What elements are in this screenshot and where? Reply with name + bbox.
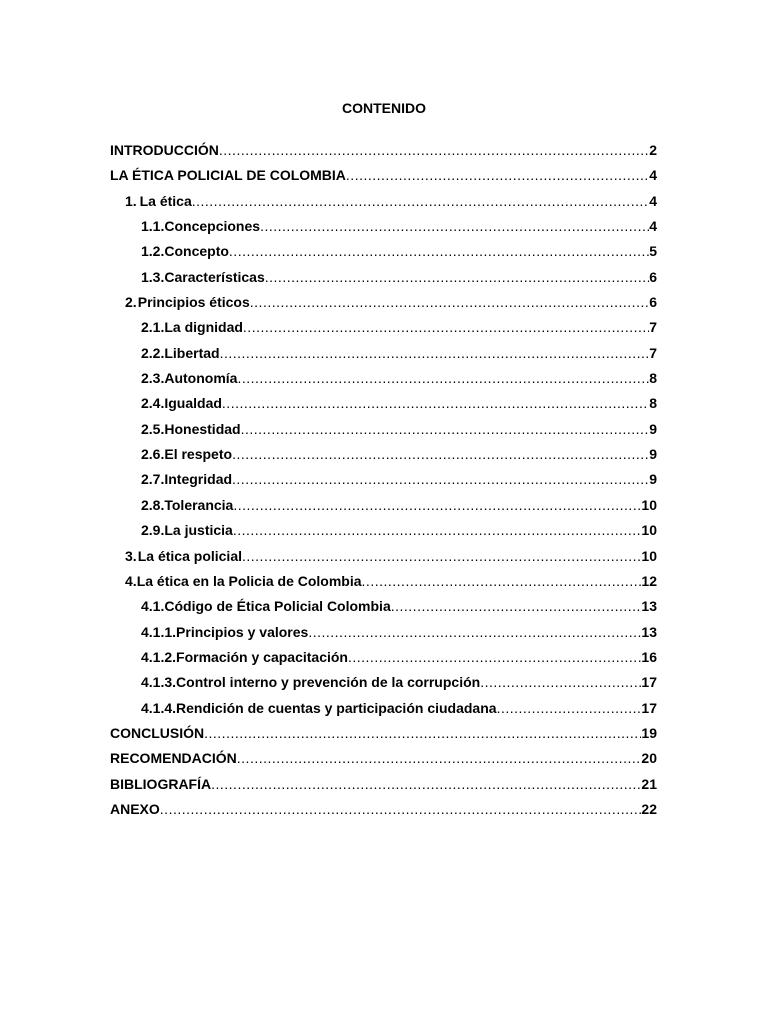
toc-entry-label: RECOMENDACIÓN bbox=[110, 750, 237, 767]
toc-entry[interactable] bbox=[110, 218, 657, 243]
dot-leader bbox=[250, 294, 649, 310]
toc-entry[interactable] bbox=[110, 497, 657, 522]
toc-entry-page: 4 bbox=[649, 192, 657, 209]
toc-entry-number: 2.4. bbox=[141, 395, 165, 412]
dot-leader bbox=[237, 370, 649, 386]
toc-entry[interactable] bbox=[110, 294, 657, 319]
toc-entry-page: 6 bbox=[649, 268, 657, 285]
dot-leader bbox=[362, 573, 642, 589]
toc-entry-label: Igualdad bbox=[164, 395, 222, 412]
toc-entry[interactable] bbox=[110, 471, 657, 496]
toc-entry-label: Concepto bbox=[164, 243, 229, 260]
toc-entry-label: Autonomía bbox=[164, 370, 238, 387]
toc-entry-number: 4. bbox=[125, 572, 137, 589]
toc-entry-label: LA ÉTICA POLICIAL DE COLOMBIA bbox=[110, 167, 346, 184]
toc-entry-label: Rendición de cuentas y participación ciudadana bbox=[176, 699, 497, 716]
toc-entry-label: Principios y valores bbox=[176, 623, 309, 640]
dot-leader bbox=[348, 649, 641, 665]
toc-entry[interactable] bbox=[110, 269, 657, 294]
toc-entry-label: Libertad bbox=[164, 344, 220, 361]
dot-leader bbox=[346, 167, 649, 183]
dot-leader bbox=[480, 674, 641, 690]
toc-entry-label: Características bbox=[164, 268, 265, 285]
dot-leader bbox=[242, 548, 641, 564]
toc-entry-page: 19 bbox=[641, 724, 657, 741]
toc-entry-page: 8 bbox=[649, 395, 657, 412]
toc-entry-number: 4.1.3. bbox=[141, 674, 177, 691]
dot-leader bbox=[233, 522, 642, 538]
toc-entry-number: 2.7. bbox=[141, 471, 165, 488]
toc-entry-label: La ética bbox=[139, 192, 192, 209]
toc-entry-page: 2 bbox=[649, 142, 657, 158]
toc-entry-number: 3. bbox=[125, 547, 137, 564]
toc-entry-number: 4.1. bbox=[141, 598, 165, 615]
toc-entry[interactable] bbox=[110, 750, 657, 775]
dot-leader bbox=[192, 193, 649, 209]
toc-entry-page: 13 bbox=[641, 623, 657, 640]
toc-entry[interactable] bbox=[110, 370, 657, 395]
toc-entry-page: 10 bbox=[641, 522, 657, 539]
toc-entry-label: La justicia bbox=[164, 522, 233, 539]
toc-entry-label: Concepciones bbox=[164, 218, 261, 235]
toc-entry-label: La ética en la Policia de Colombia bbox=[136, 572, 362, 589]
toc-entry-number: 2.3. bbox=[141, 370, 165, 387]
dot-leader bbox=[237, 750, 642, 766]
toc-entry-number: 1.2. bbox=[141, 243, 165, 260]
toc-entry-number: 4.1.4. bbox=[141, 699, 177, 716]
toc-entry-label: Código de Ética Policial Colombia bbox=[164, 598, 391, 615]
toc-entry[interactable] bbox=[110, 395, 657, 420]
toc-entry[interactable] bbox=[110, 421, 657, 446]
dot-leader bbox=[241, 421, 650, 437]
toc-entry-page: 17 bbox=[641, 699, 657, 716]
toc-entry-number: 2.8. bbox=[141, 496, 165, 513]
toc-entry-page: 7 bbox=[649, 319, 657, 336]
toc-entry-label: INTRODUCCIÓN bbox=[110, 142, 219, 158]
toc-entry[interactable] bbox=[110, 649, 657, 674]
dot-leader bbox=[260, 218, 649, 234]
toc-entry-page: 7 bbox=[649, 344, 657, 361]
toc-entry-number: 2.5. bbox=[141, 420, 165, 437]
toc-entry-page: 16 bbox=[641, 648, 657, 665]
dot-leader bbox=[233, 497, 641, 513]
dot-leader bbox=[219, 142, 649, 158]
page-title: CONTENIDO bbox=[342, 100, 426, 116]
toc-entry-number: 2.9. bbox=[141, 522, 165, 539]
toc-entry-page: 10 bbox=[641, 496, 657, 513]
toc-entry-number: 2.2. bbox=[141, 344, 165, 361]
toc-entry-page: 4 bbox=[649, 167, 657, 184]
dot-leader bbox=[204, 725, 641, 741]
toc-entry-page: 12 bbox=[641, 572, 657, 589]
toc-entry[interactable] bbox=[110, 167, 657, 192]
dot-leader bbox=[229, 243, 649, 259]
toc-entry-page: 4 bbox=[649, 218, 657, 235]
toc-entry-number: 4.1.2. bbox=[141, 648, 177, 665]
toc-entry-page: 6 bbox=[649, 294, 657, 311]
toc-entry-label: Principios éticos bbox=[137, 294, 250, 311]
dot-leader bbox=[243, 319, 649, 335]
toc-entry-page: 9 bbox=[649, 471, 657, 488]
toc-entry-label: ANEXO bbox=[110, 800, 160, 817]
toc-entry-page: 20 bbox=[641, 750, 657, 767]
toc-entry-label: Formación y capacitación bbox=[176, 648, 348, 665]
toc-entry[interactable] bbox=[110, 776, 657, 801]
toc-entry-label: El respeto bbox=[164, 446, 233, 463]
toc-entry-number: 2.6. bbox=[141, 446, 165, 463]
toc-entry-label: Honestidad bbox=[164, 420, 241, 437]
toc-entry[interactable] bbox=[110, 598, 657, 623]
toc-entry[interactable] bbox=[110, 700, 657, 725]
toc-entry-number: 2. bbox=[125, 294, 137, 311]
dot-leader bbox=[232, 471, 649, 487]
toc-entry[interactable] bbox=[110, 548, 657, 573]
dot-leader bbox=[391, 598, 642, 614]
toc-entry-page: 8 bbox=[649, 370, 657, 387]
toc-entry-page: 21 bbox=[641, 775, 657, 792]
toc-entry[interactable] bbox=[110, 446, 657, 471]
toc-entry[interactable] bbox=[110, 573, 657, 598]
dot-leader bbox=[232, 446, 649, 462]
toc-entry[interactable] bbox=[110, 345, 657, 370]
toc-entry[interactable] bbox=[110, 674, 657, 699]
table-of-contents bbox=[110, 142, 657, 826]
dot-leader bbox=[220, 345, 650, 361]
toc-entry-page: 9 bbox=[649, 446, 657, 463]
toc-entry[interactable] bbox=[110, 319, 657, 344]
toc-entry-number: 1. bbox=[125, 192, 137, 209]
dot-leader bbox=[265, 269, 649, 285]
toc-entry[interactable] bbox=[110, 624, 657, 649]
toc-entry-label: Integridad bbox=[164, 471, 233, 488]
toc-entry-number: 1.1. bbox=[141, 218, 165, 235]
toc-entry-label: Control interno y prevención de la corrupción bbox=[176, 674, 481, 691]
toc-entry-label: La dignidad bbox=[164, 319, 243, 336]
toc-entry-number: 4.1.1. bbox=[141, 623, 177, 640]
toc-entry[interactable] bbox=[110, 142, 657, 167]
toc-entry[interactable] bbox=[110, 243, 657, 268]
toc-entry-number: 1.3. bbox=[141, 268, 165, 285]
toc-entry-label: CONCLUSIÓN bbox=[110, 724, 205, 741]
toc-entry-label: La ética policial bbox=[137, 547, 242, 564]
toc-entry[interactable] bbox=[110, 193, 657, 218]
toc-entry-page: 10 bbox=[641, 547, 657, 564]
dot-leader bbox=[222, 395, 649, 411]
toc-entry-page: 13 bbox=[641, 598, 657, 615]
toc-entry-page: 9 bbox=[649, 420, 657, 437]
dot-leader bbox=[211, 776, 641, 792]
toc-entry-page: 22 bbox=[641, 800, 657, 817]
toc-entry-label: Tolerancia bbox=[164, 496, 234, 513]
toc-entry-label: BIBLIOGRAFÍA bbox=[110, 775, 212, 792]
toc-entry-page: 5 bbox=[649, 243, 657, 260]
dot-leader bbox=[160, 801, 642, 817]
toc-entry[interactable] bbox=[110, 725, 657, 750]
toc-entry[interactable] bbox=[110, 801, 657, 826]
dot-leader bbox=[308, 624, 641, 640]
toc-entry-number: 2.1. bbox=[141, 319, 165, 336]
dot-leader bbox=[497, 700, 642, 716]
toc-entry-page: 17 bbox=[641, 674, 657, 691]
toc-entry[interactable] bbox=[110, 522, 657, 547]
